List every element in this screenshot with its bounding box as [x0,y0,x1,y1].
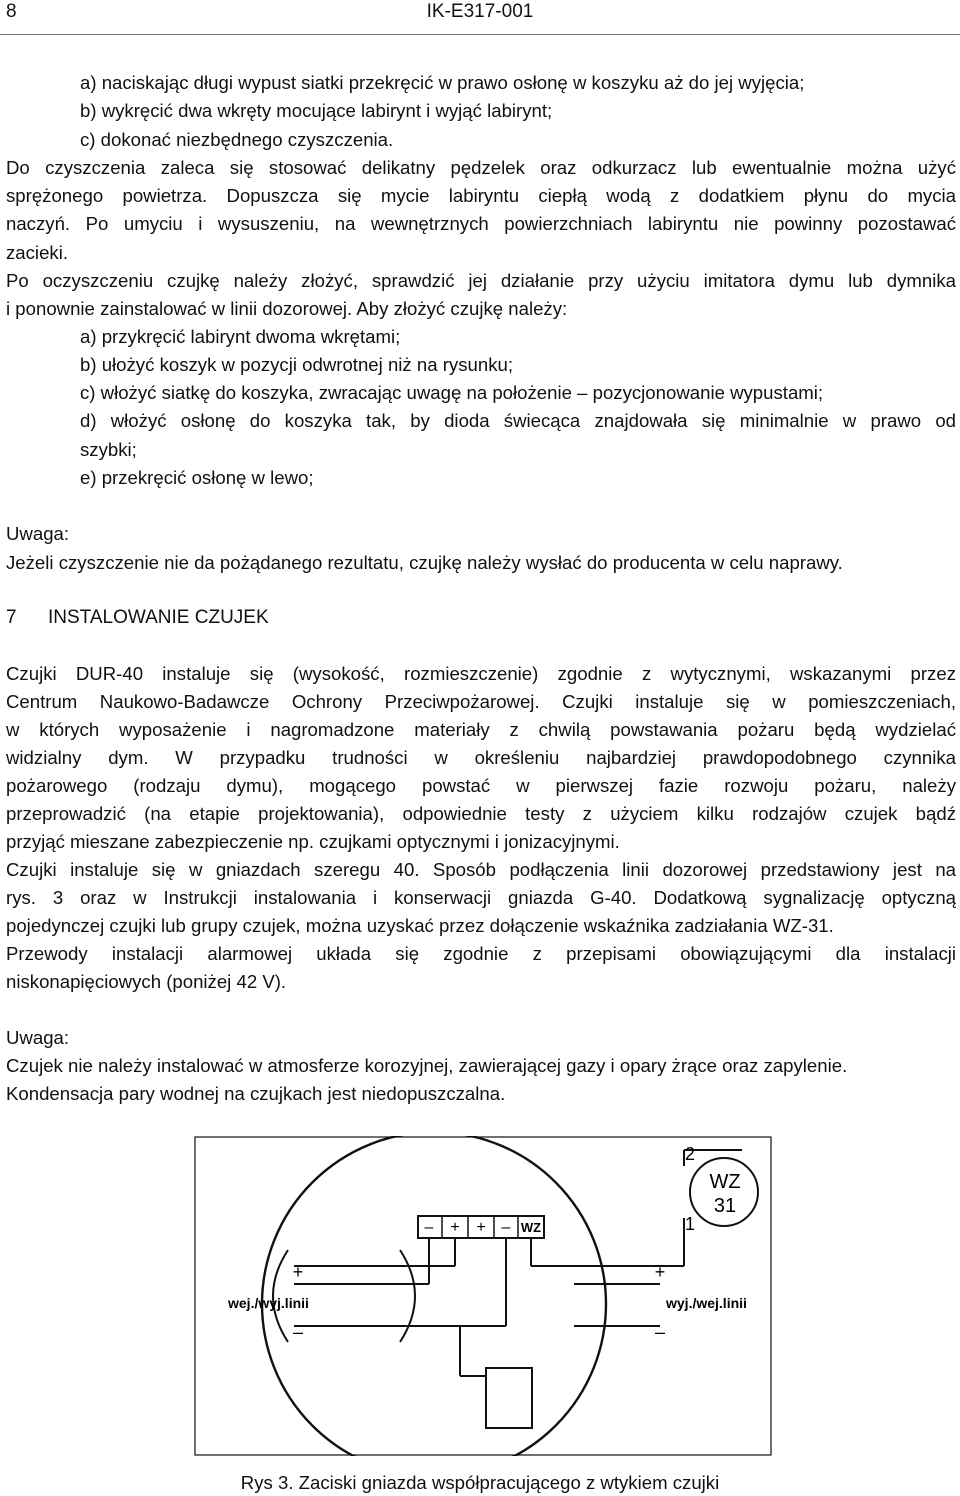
page-header [0,0,960,35]
note-text: Kondensacja pary wodnej na czujkach jest niedopuszczalna. [6,1083,506,1104]
cleaning-step: a) naciskając długi wypust siatki przekręcić w prawo osłonę w koszyku aż do jej wyjęcia; [80,72,805,93]
left-plus-sign: + [292,1262,304,1282]
paragraph-line: Do czyszczenia zaleca się stosować delikatny pędzelek oraz odkurzacz lub ewentualnie można użyć [6,157,956,178]
wz-pin-1: 1 [684,1214,696,1234]
wz-pin-2: 2 [684,1144,696,1164]
right-line-label: wyj./wej.linii [666,1295,747,1311]
paragraph-line: i ponownie zainstalować w linii dozorowej. Aby złożyć czujkę należy: [6,298,568,319]
paragraph-line: zacieki. [6,242,69,263]
paragraph-line: Czujki DUR-40 instaluje się (wysokość, rozmieszczenie) zgodnie z wytycznymi, wskazanymi przez [6,663,956,684]
right-plus-sign: + [654,1262,666,1282]
socket-outline [262,1136,606,1456]
paragraph-line: rys. 3 oraz w Instrukcji instalowania i konserwacji gniazda G-40. Dodatkową sygnalizację optyczną [6,887,956,908]
reassembly-step: szybki; [80,439,137,460]
note-label: Uwaga: [6,1027,70,1048]
reassembly-step: a) przykręcić labirynt dwoma wkrętami; [80,326,401,347]
paragraph-line: Przewody instalacji alarmowej układa się zgodnie z przepisami obowiązującymi dla instalacji [6,943,956,964]
reassembly-step: b) ułożyć koszyk w pozycji odwrotnej niż na rysunku; [80,354,513,375]
terminal-plus-2: + [476,1219,486,1236]
paragraph-line: naczyń. Po umyciu i wysuszeniu, na wewnętrznych powierzchniach labiryntu nie powinny pozostawać [6,213,956,234]
left-line-label: wej./wyj.linii [228,1295,309,1311]
socket-wiring-diagram [194,1136,772,1456]
diagram-svg [194,1136,772,1456]
page-number: 8 [6,1,17,22]
wz-label-top: WZ [709,1171,741,1193]
left-minus-sign: – [292,1322,304,1342]
paragraph-line: Po oczyszczeniu czujkę należy złożyć, sprawdzić jej działanie przy użyciu imitatora dymu lub dymnika [6,270,956,291]
paragraph-line: przeprowadzić (na etapie projektowania), odpowiednie testy z użyciem kilku rodzajów czujek bądź [6,803,956,824]
paragraph-line: pojedynczej czujki lub grupy czujek, można uzyskać przez dołączenie wskaźnika zadziałania WZ-31. [6,915,834,936]
paragraph-line: pożarowego (rodzaju dymu), mogącego powstać w pierwszej fazie rozwoju pożaru, należy [6,775,956,796]
paragraph-line: niskonapięciowych (poniżej 42 V). [6,971,287,992]
section-number: 7 [6,607,17,628]
note-text: Czujek nie należy instalować w atmosferze korozyjnej, zawierającej gazy i opary żrące oraz zapylenie. [6,1055,848,1076]
paragraph-line: przyjąć mieszane zabezpieczenie np. czujkami optycznymi i jonizacyjnymi. [6,831,620,852]
section-title: INSTALOWANIE CZUJEK [48,607,269,628]
paragraph-line: Czujki instaluje się w gniazdach szeregu 40. Sposób podłączenia linii dozorowej przedstawiony jest na [6,859,956,880]
note-label: Uwaga: [6,523,70,544]
paragraph-line: sprężonego powietrza. Dopuszcza się mycie labiryntu ciepłą wodą z dodatkiem płynu do mycia [6,185,956,206]
terminal-wz: WZ [520,1220,542,1235]
paragraph-line: widzialny dym. W przypadku trudności w określeniu najbardziej prawdopodobnego czynnika [6,747,956,768]
note-text: Jeżeli czyszczenie nie da pożądanego rezultatu, czujkę należy wysłać do producenta w celu naprawy. [6,552,843,573]
right-bracket-arc [400,1250,415,1342]
terminal-minus-1: – [424,1219,434,1236]
cleaning-step: b) wykręcić dwa wkręty mocujące labirynt i wyjąć labirynt; [80,100,553,121]
figure-caption: Rys 3. Zaciski gniazda współpracującego z wtykiem czujki [240,1472,720,1493]
reassembly-step: d) włożyć osłonę do koszyka tak, by dioda świecąca znajdowała się minimalnie w prawo od [80,410,956,431]
paragraph-line: Centrum Naukowo-Badawcze Ochrony Przeciwpożarowej. Czujki instaluje się w pomieszczeniach, [6,691,956,712]
wz-label-bottom: 31 [713,1195,737,1217]
bottom-contact [486,1368,532,1428]
document-id: IK-E317-001 [426,1,534,22]
cleaning-step: c) dokonać niezbędnego czyszczenia. [80,129,394,150]
reassembly-step: c) włożyć siatkę do koszyka, zwracając uwagę na położenie – pozycjonowanie wypustami; [80,382,824,403]
paragraph-line: w których wyposażenie i nagromadzone materiały z chwilą powstawania pożaru będą wydzielać [6,719,956,740]
reassembly-step: e) przekręcić osłonę w lewo; [80,467,314,488]
terminal-minus-2: – [501,1219,511,1236]
right-minus-sign: – [654,1322,666,1342]
terminal-plus-1: + [450,1219,460,1236]
